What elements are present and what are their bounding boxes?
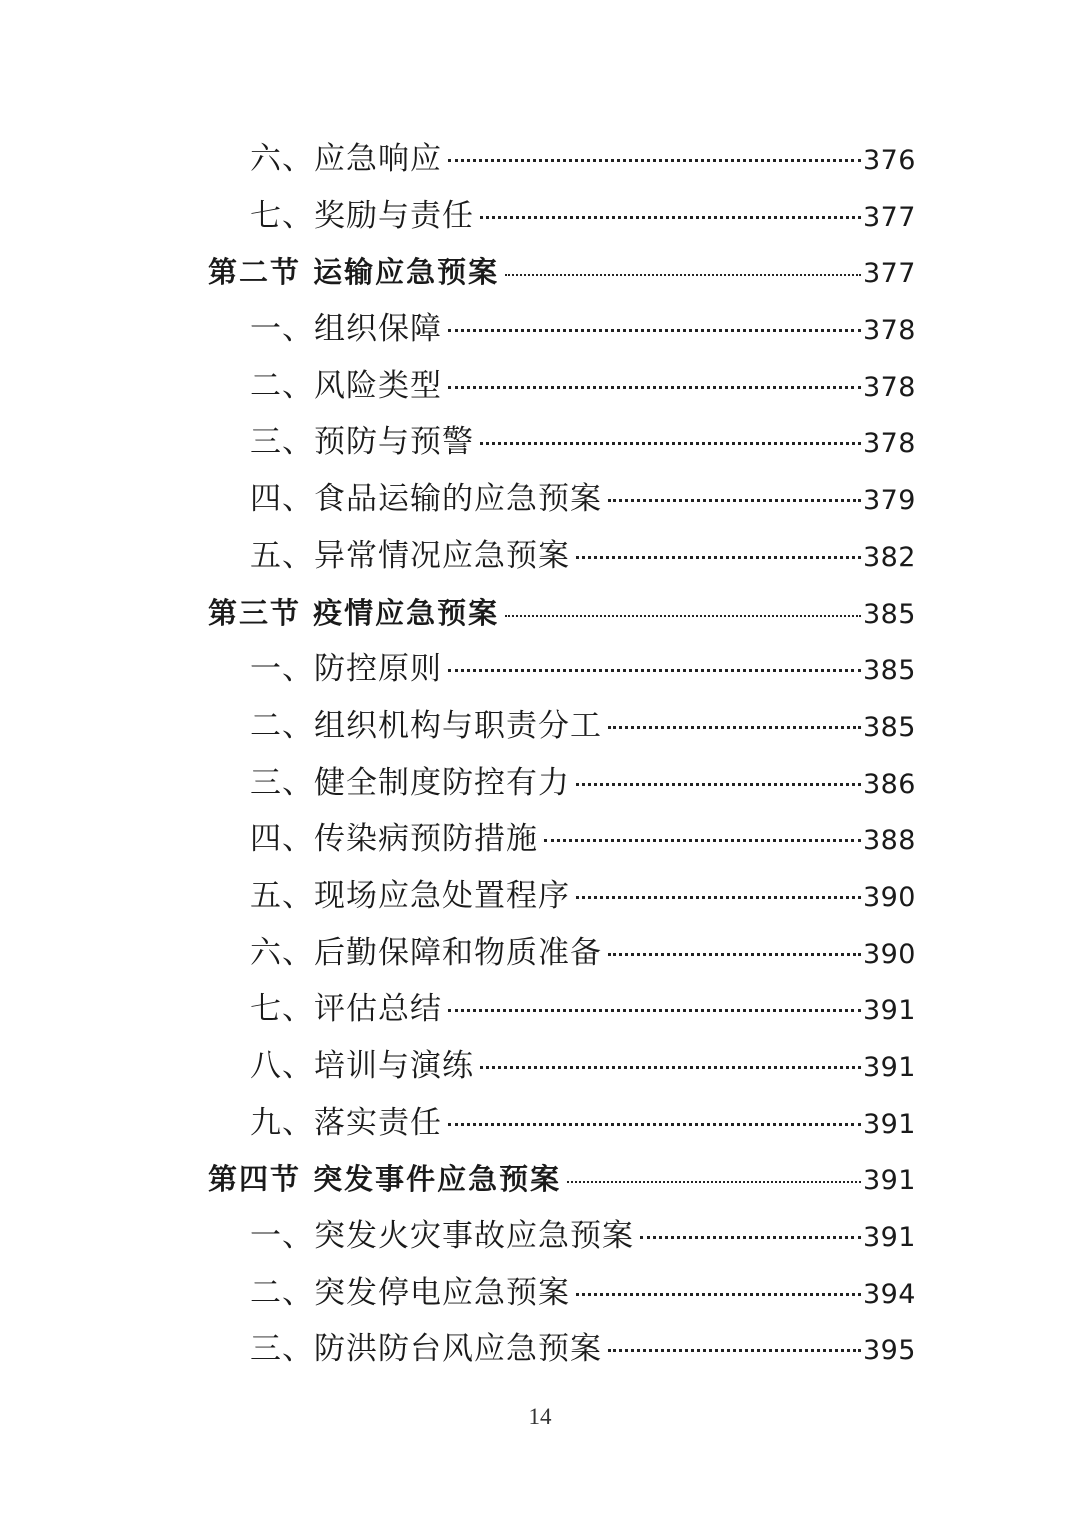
toc-entry-title: 三、预防与预警 (250, 424, 474, 461)
dot-leader (448, 326, 861, 332)
toc-entry[interactable] (0, 1038, 1080, 1095)
toc-entry-page: 386 (862, 768, 916, 800)
dot-leader (576, 553, 861, 559)
toc-entry-page: 385 (862, 598, 916, 630)
toc-entry-title: 一、组织保障 (250, 311, 442, 348)
toc-section-title: 第二节 运输应急预案 (208, 255, 500, 290)
toc-entry-page: 390 (862, 881, 916, 913)
dot-leader (640, 1233, 861, 1239)
dot-leader (608, 950, 861, 956)
dot-leader (505, 612, 861, 617)
dot-leader (576, 893, 861, 899)
toc-entry-title: 七、奖励与责任 (250, 197, 474, 234)
toc-entry-title: 三、健全制度防控有力 (250, 764, 570, 801)
toc-section-heading[interactable] (0, 585, 1080, 642)
dot-leader (608, 496, 861, 502)
toc-entry[interactable] (0, 755, 1080, 812)
toc-section-title: 第三节 疫情应急预案 (208, 595, 500, 630)
toc-entry[interactable] (0, 528, 1080, 585)
toc-section-heading[interactable] (0, 244, 1080, 301)
toc-entry[interactable] (0, 641, 1080, 698)
dot-leader (576, 780, 861, 786)
toc-entry-page: 377 (862, 201, 916, 233)
dot-leader (448, 383, 861, 389)
table-of-contents (0, 131, 1080, 1378)
toc-section-title: 第四节 突发事件应急预案 (208, 1162, 562, 1197)
dot-leader (448, 666, 861, 672)
dot-leader (544, 836, 861, 842)
dot-leader (608, 723, 861, 729)
toc-entry-page: 391 (862, 995, 916, 1027)
toc-entry-page: 378 (862, 371, 916, 403)
toc-entry-title: 二、风险类型 (250, 367, 442, 404)
toc-entry[interactable] (0, 981, 1080, 1038)
toc-entry-page: 378 (862, 315, 916, 347)
toc-entry-page: 391 (862, 1165, 916, 1197)
toc-entry-page: 391 (862, 1108, 916, 1140)
toc-entry-title: 三、防洪防台风应急预案 (250, 1331, 602, 1368)
toc-entry[interactable] (0, 1095, 1080, 1152)
dot-leader (448, 1006, 861, 1012)
page-number: 14 (528, 1404, 552, 1429)
toc-entry-title: 六、应急响应 (250, 141, 442, 177)
toc-section-heading[interactable] (0, 1151, 1080, 1208)
toc-entry[interactable] (0, 1321, 1080, 1378)
toc-entry[interactable] (0, 414, 1080, 471)
toc-entry-page: 376 (862, 145, 916, 176)
toc-entry-title: 一、防控原则 (250, 651, 442, 688)
toc-entry-title: 八、培训与演练 (250, 1048, 474, 1084)
dot-leader (480, 1063, 861, 1069)
dot-leader (567, 1178, 861, 1183)
toc-entry[interactable] (0, 698, 1080, 755)
dot-leader (480, 213, 861, 219)
toc-entry-page: 391 (862, 1222, 916, 1254)
toc-entry[interactable] (0, 868, 1080, 925)
toc-entry-title: 五、现场应急处置程序 (250, 877, 570, 914)
toc-entry[interactable] (0, 471, 1080, 528)
toc-entry[interactable] (0, 188, 1080, 245)
toc-entry-title: 一、突发火灾事故应急预案 (250, 1218, 634, 1255)
toc-entry-page: 382 (862, 541, 916, 573)
toc-entry-page: 385 (862, 655, 916, 687)
toc-entry-page: 377 (862, 258, 916, 290)
dot-leader (576, 1290, 861, 1296)
toc-entry-page: 390 (862, 938, 916, 970)
toc-entry[interactable] (0, 1265, 1080, 1322)
toc-entry-page: 395 (862, 1335, 916, 1367)
toc-entry-title: 五、异常情况应急预案 (250, 537, 570, 574)
toc-entry-page: 379 (862, 485, 916, 517)
toc-entry-title: 四、传染病预防措施 (250, 821, 538, 858)
dot-leader (448, 1120, 861, 1126)
toc-entry[interactable] (0, 301, 1080, 358)
toc-entry-title: 六、后勤保障和物质准备 (250, 934, 602, 971)
toc-entry-page: 385 (862, 711, 916, 743)
toc-entry-title: 二、突发停电应急预案 (250, 1274, 570, 1311)
toc-entry-page: 388 (862, 825, 916, 857)
toc-entry[interactable] (0, 358, 1080, 415)
dot-leader (448, 156, 861, 162)
toc-entry-title: 四、食品运输的应急预案 (250, 481, 602, 518)
dot-leader (505, 271, 861, 276)
toc-entry-title: 九、落实责任 (250, 1104, 442, 1141)
toc-entry[interactable] (0, 131, 1080, 188)
toc-entry[interactable] (0, 1208, 1080, 1265)
dot-leader (608, 1346, 861, 1352)
toc-entry[interactable] (0, 811, 1080, 868)
toc-entry-page: 391 (862, 1052, 916, 1083)
toc-entry-page: 394 (862, 1278, 916, 1310)
dot-leader (480, 439, 861, 445)
toc-entry[interactable] (0, 925, 1080, 982)
toc-entry-title: 二、组织机构与职责分工 (250, 707, 602, 744)
toc-entry-page: 378 (862, 428, 916, 460)
toc-entry-title: 七、评估总结 (250, 991, 442, 1028)
